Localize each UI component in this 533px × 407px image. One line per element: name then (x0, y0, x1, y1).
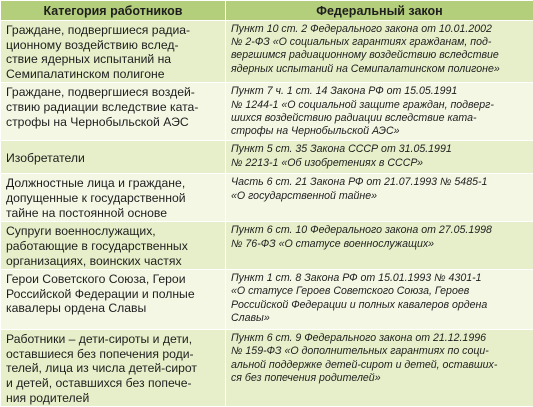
category-cell: Супруги военнослужащих, работающие в государственных организациях, воинских частях (6, 224, 188, 267)
law-cell: Часть 6 ст. 21 Закона РФ от 21.07.1993 № 5485-1 «О государственной тайне» (231, 176, 487, 201)
law-cell: Пункт 5 ст. 35 Закона СССР от 31.05.1991 № 2213-1 «Об изобретениях в СССР» (231, 143, 452, 168)
table-row (1, 270, 533, 330)
column-header-law: Федеральный закон (226, 1, 533, 21)
table-row (1, 83, 533, 141)
category-cell: Работники – дети-сироты и дети, оставшиеся без попечения роди- телей, лица из числа детей-сирот и детей, оставшихся без попече- ния родителей (6, 332, 197, 404)
category-cell: Граждане, подвергшиеся воздей- ствию радиации вследствие ката- строфы на Чернобыльской АЭС (6, 85, 198, 128)
table-row (1, 330, 533, 407)
category-cell: Герои Советского Союза, Герои Российской Федерации и полные кавалеры ордена Славы (6, 272, 195, 315)
table-row (1, 174, 533, 222)
category-cell: Должностные лица и граждане, допущенные к государственной тайне на постоянной основе (6, 176, 186, 219)
table-row (1, 21, 533, 83)
table-row (1, 141, 533, 174)
column-header-category: Категория работников (1, 1, 226, 21)
law-cell: Пункт 10 ст. 2 Федерального закона от 10.01.2002 № 2-ФЗ «О социальных гарантиях гражданам, под- вергшимся радиационному воздействию вследствие ядерных испытаний на Семипалатинском полигоне» (231, 23, 500, 75)
table-row (1, 222, 533, 270)
law-cell: Пункт 1 ст. 8 Закона РФ от 15.01.1993 № 4301-1 «О статусе Героев Советского Союза, Героев Российской Федерации и полных кавалеров ордена Славы» (231, 272, 487, 324)
category-cell: Изобретатели (6, 151, 85, 165)
law-cell: Пункт 7 ч. 1 ст. 14 Закона РФ от 15.05.1991 № 1244-1 «О социальной защите граждан, подверг- шихся воздействию радиации вследствие ката- строфы на Чернобыльской АЭС» (231, 85, 494, 137)
table-header-row (1, 1, 533, 21)
law-cell: Пункт 6 ст. 10 Федерального закона от 27.05.1998 № 76-ФЗ «О статусе военнослужащих» (231, 224, 492, 249)
category-cell: Граждане, подвергшиеся радиа- ционному воздействию вслед- ствие ядерных испытаний на Семипалатинском полигоне (6, 23, 190, 81)
law-cell: Пункт 6 ст. 9 Федерального закона от 21.12.1996 № 159-ФЗ «О дополнительных гарантиях по соци- альной поддержке детей-сирот и детей, оставших- ся без попечения родителей» (231, 332, 497, 384)
